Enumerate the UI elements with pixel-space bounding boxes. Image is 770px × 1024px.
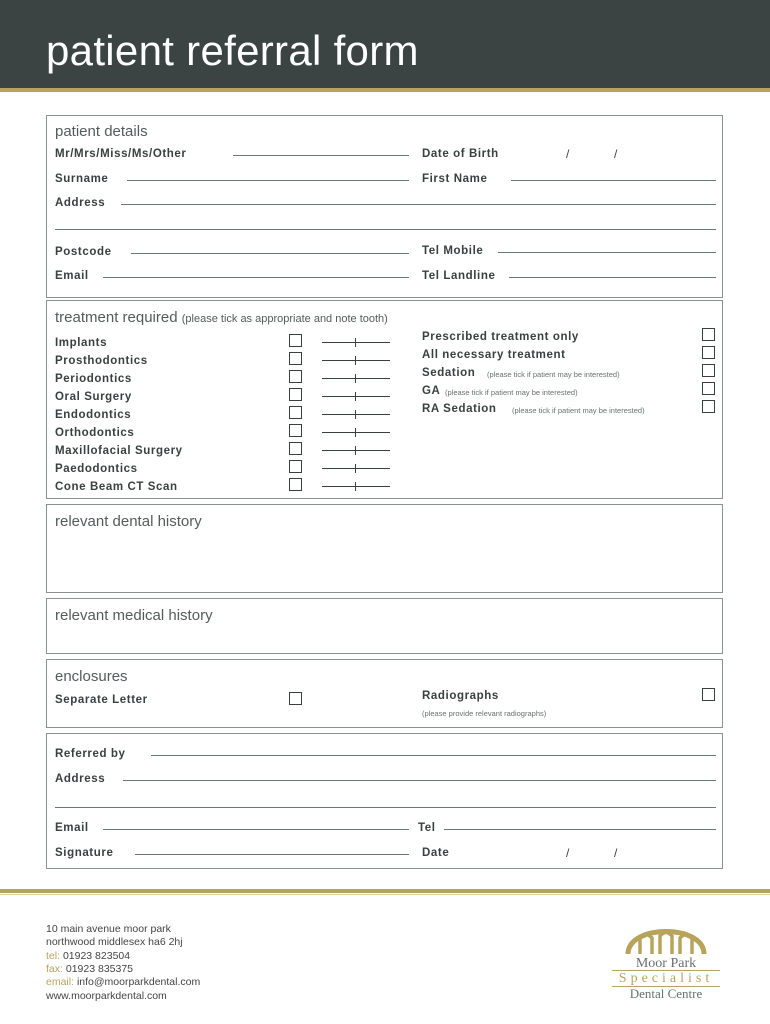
- patient-details-section: [46, 115, 723, 298]
- tooth-chart[interactable]: [322, 374, 390, 383]
- option-label: GA: [422, 385, 441, 397]
- treatment-label: Oral Surgery: [55, 391, 132, 403]
- footer-fax: [46, 964, 133, 975]
- option-checkbox[interactable]: [702, 328, 715, 341]
- tooth-chart[interactable]: [322, 482, 390, 491]
- tooth-chart[interactable]: [322, 428, 390, 437]
- address-field[interactable]: [121, 204, 716, 205]
- medical-history-title: relevant medical history: [55, 607, 213, 624]
- address-label: Address: [55, 197, 106, 209]
- option-label: Prescribed treatment only: [422, 331, 579, 343]
- referrer-section: [46, 733, 723, 869]
- treatment-checkbox[interactable]: [289, 478, 302, 491]
- footer-accent-line: [0, 894, 770, 895]
- dob-separator: /: [614, 147, 618, 161]
- referral-date-separator: /: [614, 846, 618, 860]
- referred-by-label: Referred by: [55, 748, 126, 760]
- radiographs-label: Radiographs: [422, 690, 499, 702]
- logo-text-line-2: Specialist: [618, 971, 714, 986]
- option-label: Sedation: [422, 367, 476, 379]
- separate-letter-checkbox[interactable]: [289, 692, 302, 705]
- referrer-email-field[interactable]: [103, 829, 409, 830]
- treatment-checkbox[interactable]: [289, 442, 302, 455]
- arch-logo-icon: [624, 914, 708, 956]
- footer-email-value[interactable]: info@moorparkdental.com: [76, 976, 201, 988]
- referral-date-label: Date: [422, 847, 450, 859]
- treatment-title-note: (please tick as appropriate and note tooth): [181, 313, 388, 325]
- first-name-label: First Name: [422, 173, 488, 185]
- tooth-chart[interactable]: [322, 446, 390, 455]
- footer-address-line-1: 10 main avenue moor park: [46, 923, 171, 935]
- treatment-checkbox[interactable]: [289, 424, 302, 437]
- treatment-label: Implants: [55, 337, 108, 349]
- radiographs-checkbox[interactable]: [702, 688, 715, 701]
- dob-separator: /: [566, 147, 570, 161]
- signature-field[interactable]: [135, 854, 409, 855]
- footer-tel: [46, 951, 130, 962]
- referrer-address-field-line-2[interactable]: [55, 807, 716, 808]
- radiographs-note: (please provide relevant radiographs): [422, 709, 547, 718]
- dental-history-section[interactable]: [46, 504, 723, 593]
- enclosures-title: enclosures: [55, 668, 128, 685]
- postcode-field[interactable]: [131, 253, 409, 254]
- footer-fax-prefix: fax:: [46, 963, 63, 975]
- footer-fax-value: 01923 835375: [65, 963, 134, 975]
- tooth-chart[interactable]: [322, 356, 390, 365]
- treatment-checkbox[interactable]: [289, 460, 302, 473]
- treatment-label: Prosthodontics: [55, 355, 148, 367]
- option-note: (please tick if patient may be interested): [445, 388, 578, 397]
- treatment-checkbox[interactable]: [289, 388, 302, 401]
- enclosures-section: [46, 659, 723, 728]
- signature-label: Signature: [55, 847, 114, 859]
- tel-landline-label: Tel Landline: [422, 270, 496, 282]
- tel-landline-field[interactable]: [509, 277, 716, 278]
- footer-tel-value: 01923 823504: [62, 950, 131, 962]
- treatment-checkbox[interactable]: [289, 334, 302, 347]
- logo-text-line-1: Moor Park: [635, 956, 697, 971]
- page-title: patient referral form: [46, 27, 419, 74]
- separate-letter-label: Separate Letter: [55, 694, 148, 706]
- dob-label: Date of Birth: [422, 148, 499, 160]
- dental-history-title: relevant dental history: [55, 513, 202, 530]
- first-name-field[interactable]: [511, 180, 716, 181]
- treatment-title-text: treatment required: [55, 309, 178, 326]
- postcode-label: Postcode: [55, 246, 112, 258]
- footer-website[interactable]: www.moorparkdental.com: [46, 990, 167, 1002]
- tooth-chart[interactable]: [322, 410, 390, 419]
- treatment-label: Endodontics: [55, 409, 132, 421]
- option-checkbox[interactable]: [702, 346, 715, 359]
- option-note: (please tick if patient may be interested): [512, 406, 645, 415]
- footer-email: [46, 977, 200, 988]
- treatment-section: [46, 300, 723, 499]
- footer-accent-bar: [0, 889, 770, 893]
- treatment-label: Orthodontics: [55, 427, 135, 439]
- referred-by-field[interactable]: [151, 755, 716, 756]
- option-checkbox[interactable]: [702, 400, 715, 413]
- medical-history-section[interactable]: [46, 598, 723, 654]
- treatment-label: Paedodontics: [55, 463, 138, 475]
- option-checkbox[interactable]: [702, 364, 715, 377]
- tooth-chart[interactable]: [322, 338, 390, 347]
- address-field-line-2[interactable]: [55, 229, 716, 230]
- referrer-tel-label: Tel: [418, 822, 436, 834]
- option-checkbox[interactable]: [702, 382, 715, 395]
- option-label: All necessary treatment: [422, 349, 566, 361]
- treatment-title: [55, 309, 388, 326]
- salutation-label: Mr/Mrs/Miss/Ms/Other: [55, 148, 187, 160]
- tooth-chart[interactable]: [322, 392, 390, 401]
- footer-email-prefix: email:: [46, 976, 75, 988]
- header-accent-bar: [0, 88, 770, 92]
- option-label: RA Sedation: [422, 403, 497, 415]
- surname-label: Surname: [55, 173, 109, 185]
- patient-details-title: patient details: [55, 123, 148, 140]
- tel-mobile-label: Tel Mobile: [422, 245, 484, 257]
- treatment-checkbox[interactable]: [289, 352, 302, 365]
- referrer-email-label: Email: [55, 822, 89, 834]
- email-label: Email: [55, 270, 89, 282]
- referral-date-separator: /: [566, 846, 570, 860]
- referrer-address-field[interactable]: [123, 780, 716, 781]
- clinic-logo: [608, 914, 724, 1006]
- treatment-label: Maxillofacial Surgery: [55, 445, 183, 457]
- treatment-label: Cone Beam CT Scan: [55, 481, 178, 493]
- logo-text-line-3: Dental Centre: [629, 986, 703, 1001]
- email-field[interactable]: [103, 277, 409, 278]
- tooth-chart[interactable]: [322, 464, 390, 473]
- referrer-address-label: Address: [55, 773, 106, 785]
- option-note: (please tick if patient may be interested): [487, 370, 620, 379]
- referrer-tel-field[interactable]: [444, 829, 716, 830]
- footer-tel-prefix: tel:: [46, 950, 61, 962]
- page-header: [0, 0, 770, 88]
- footer-address-line-2: northwood middlesex ha6 2hj: [46, 936, 183, 948]
- treatment-label: Periodontics: [55, 373, 132, 385]
- salutation-field[interactable]: [233, 155, 409, 156]
- surname-field[interactable]: [127, 180, 409, 181]
- tel-mobile-field[interactable]: [498, 252, 716, 253]
- treatment-checkbox[interactable]: [289, 370, 302, 383]
- treatment-checkbox[interactable]: [289, 406, 302, 419]
